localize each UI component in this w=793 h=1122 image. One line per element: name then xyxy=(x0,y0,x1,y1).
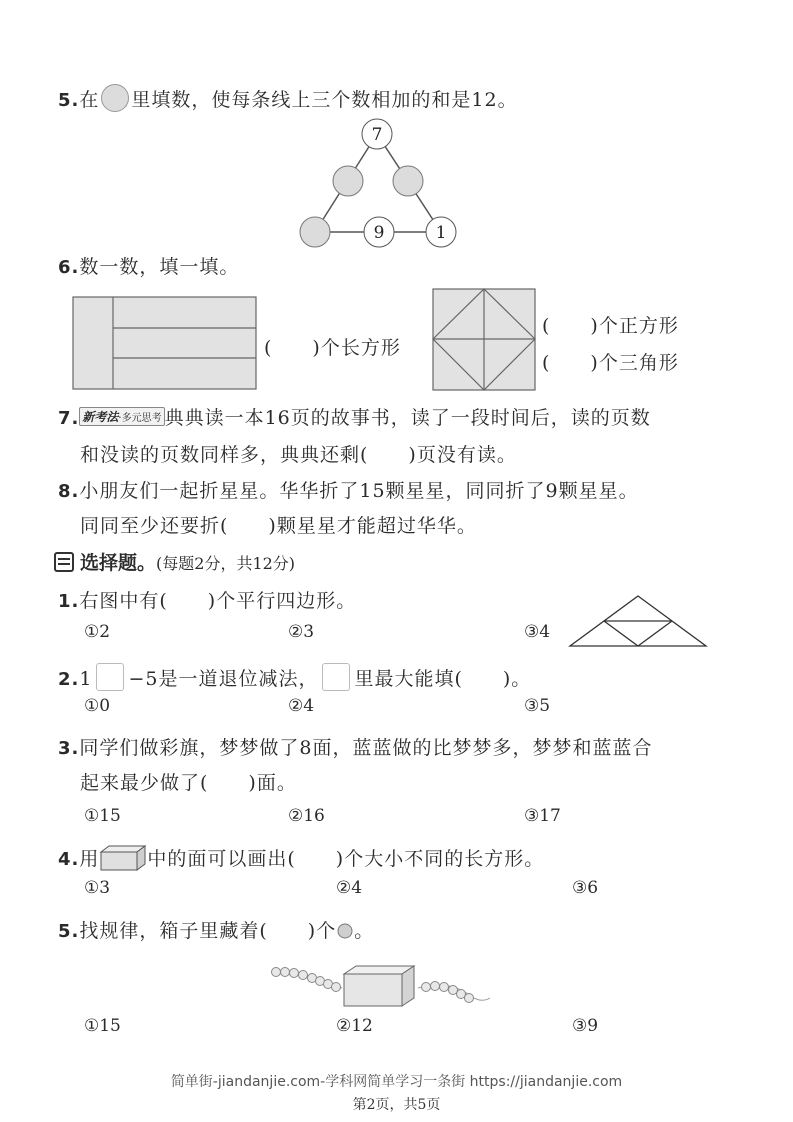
c4-option-2[interactable]: ②4 xyxy=(336,878,363,898)
fill-q5 xyxy=(58,84,518,112)
c2-suffix: 里最大能填( )。 xyxy=(354,668,532,690)
q5-number: 5. xyxy=(58,90,80,111)
c3-line2: 起来最少做了( )面。 xyxy=(80,772,297,794)
c4-option-1[interactable]: ①3 xyxy=(84,878,111,898)
choice-q4 xyxy=(58,844,544,872)
section-icon xyxy=(54,552,74,572)
parallelogram-figure xyxy=(568,594,708,648)
q8-line1: 小朋友们一起折星星。华华折了15颗星星，同同折了9颗星星。 xyxy=(79,480,639,502)
c4-before: 用 xyxy=(79,848,100,870)
q8-number: 8. xyxy=(58,481,80,502)
choice-q1 xyxy=(58,586,356,613)
node-bottom-mid-label: 9 xyxy=(373,223,385,243)
new-exam-tag xyxy=(79,407,164,426)
section-note: (每题2分，共12分) xyxy=(156,554,296,573)
node-right-blank[interactable] xyxy=(393,166,423,196)
c4-after: 中的面可以画出( )个大小不同的长方形。 xyxy=(147,848,545,870)
section-title: 选择题。 xyxy=(80,552,157,574)
c2-option-2[interactable]: ②4 xyxy=(288,696,315,716)
c3-option-1[interactable]: ①15 xyxy=(84,806,121,826)
c3-option-3[interactable]: ③17 xyxy=(524,806,561,826)
fill-q6 xyxy=(58,252,239,279)
c1-text: 右图中有( )个平行四边形。 xyxy=(79,590,357,612)
c1-option-3[interactable]: ③4 xyxy=(524,622,551,642)
triangle-number-diagram xyxy=(295,115,465,250)
tag-sub: ·多元思考 xyxy=(118,413,162,424)
c2-prefix: 1 xyxy=(79,668,93,690)
c2-option-3[interactable]: ③5 xyxy=(524,696,551,716)
q6-square-answer: ( )个正方形 xyxy=(542,315,679,337)
c5-after: 。 xyxy=(354,920,375,942)
c5-option-2[interactable]: ②12 xyxy=(336,1016,373,1036)
q7-line1: 典典读一本16页的故事书，读了一段时间后，读的页数 xyxy=(164,407,651,429)
node-bottom-left-blank[interactable] xyxy=(300,217,330,247)
fill-q8 xyxy=(58,476,639,503)
q6-number: 6. xyxy=(58,257,80,278)
q7-number: 7. xyxy=(58,408,80,429)
cuboid-icon xyxy=(99,844,147,872)
c2-mid: −5是一道退位减法， xyxy=(128,668,319,690)
page-number: 第2页，共5页 xyxy=(352,1097,441,1113)
node-bottom-right-label: 1 xyxy=(435,223,447,243)
footer-site: 简单街-jiandanjie.com-学科网简单学习一条街 https://jiandanjie.com xyxy=(170,1074,623,1090)
c2-option-1[interactable]: ①0 xyxy=(84,696,111,716)
fill-q7 xyxy=(58,403,651,430)
c4-option-3[interactable]: ③6 xyxy=(572,878,599,898)
c3-option-2[interactable]: ②16 xyxy=(288,806,325,826)
circle-blank-icon xyxy=(101,84,129,112)
c5-before: 找规律，箱子里藏着( )个 xyxy=(79,920,337,942)
section-choice-heading xyxy=(54,548,295,575)
tag-new: 新考法 xyxy=(82,410,119,424)
c5-option-3[interactable]: ③9 xyxy=(572,1016,599,1036)
c3-number: 3. xyxy=(58,738,80,759)
c4-number: 4. xyxy=(58,849,80,870)
square-triangles-figure xyxy=(432,288,536,391)
choice-q3 xyxy=(58,733,652,760)
q6-triangle-answer: ( )个三角形 xyxy=(542,352,679,374)
choice-q2 xyxy=(58,663,531,691)
node-left-blank[interactable] xyxy=(333,166,363,196)
square-blank-icon-2 xyxy=(322,663,350,691)
c5-number: 5. xyxy=(58,921,80,942)
c5-option-1[interactable]: ①15 xyxy=(84,1016,121,1036)
c3-line1: 同学们做彩旗，梦梦做了8面，蓝蓝做的比梦梦多，梦梦和蓝蓝合 xyxy=(79,737,653,759)
q6-rect-answer: ( )个长方形 xyxy=(264,337,401,359)
node-top-label: 7 xyxy=(371,125,383,145)
q8-line2: 同同至少还要折( )颗星星才能超过华华。 xyxy=(80,515,477,537)
c1-option-2[interactable]: ②3 xyxy=(288,622,315,642)
q7-line2: 和没读的页数同样多，典典还剩( )页没有读。 xyxy=(80,444,517,466)
q5-text-before: 在 xyxy=(79,89,100,111)
choice-q5 xyxy=(58,916,374,943)
bead-string-box-figure xyxy=(268,958,494,1012)
square-blank-icon xyxy=(96,663,124,691)
bead-icon xyxy=(336,922,354,940)
rectangles-figure xyxy=(72,296,258,390)
c1-option-1[interactable]: ①2 xyxy=(84,622,111,642)
q6-text: 数一数，填一填。 xyxy=(79,256,240,278)
c1-number: 1. xyxy=(58,591,80,612)
c2-number: 2. xyxy=(58,669,80,690)
q5-text-after: 里填数，使每条线上三个数相加的和是12。 xyxy=(131,89,518,111)
